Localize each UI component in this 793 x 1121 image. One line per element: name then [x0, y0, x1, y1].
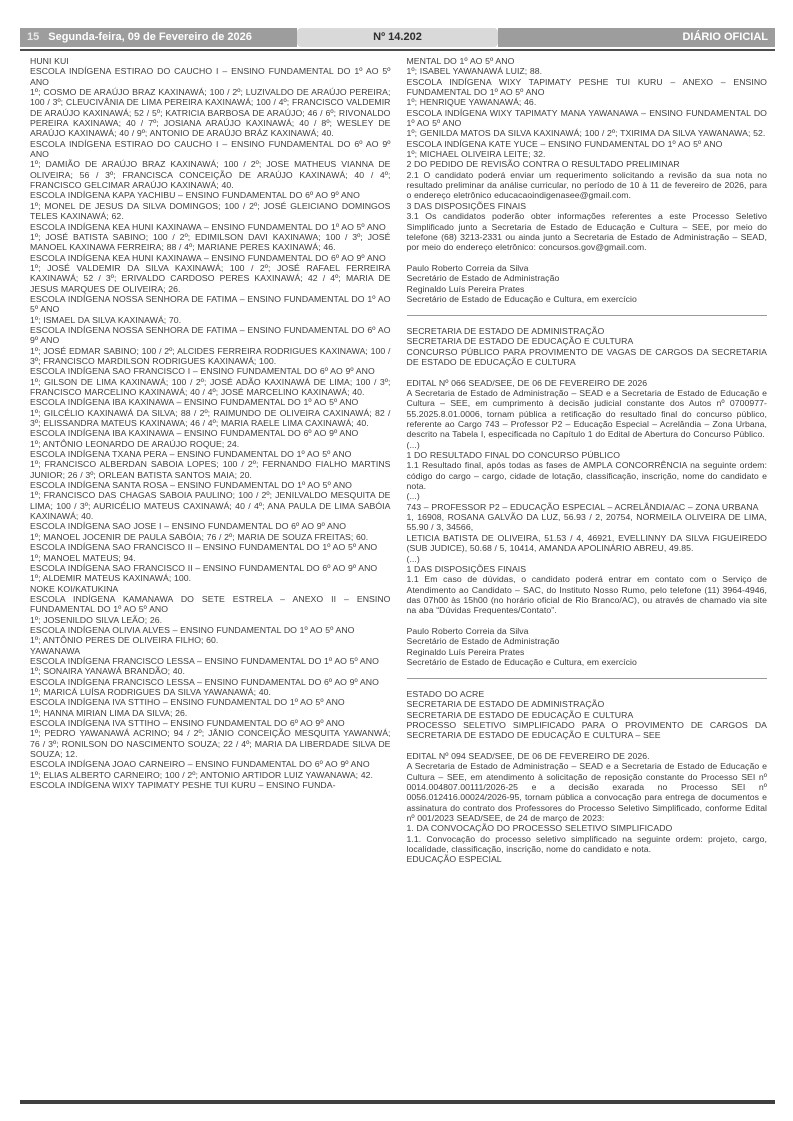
paragraph: ESCOLA INDÍGENA JOAO CARNEIRO – ENSINO FUNDAMENTAL DO 6º AO 9º ANO: [30, 759, 370, 770]
paragraph: 1º; ANTÔNIO PERES DE OLIVEIRA FILHO; 60.: [30, 635, 219, 646]
paragraph: ESCOLA INDÍGENA SAO FRANCISCO I – ENSINO FUNDAMENTAL DO 6º AO 9º ANO: [30, 366, 375, 377]
paragraph: 1º; HANNA MIRIAN LIMA DA SILVA; 26.: [30, 707, 188, 718]
paragraph: 1.1 Em caso de dúvidas, o candidato poderá entrar em contato com o Serviço de Atendimento ao Candidato – SAC, do Instituto Nosso Rumo, pelo telefone (11) 3964-4946, das 07h00 às 15h00 (no horário oficial de Rio Branco/AC), ou através de chamado via site na aba “Dúvidas Frequentes/Contato”.: [406, 574, 767, 616]
paragraph: Paulo Roberto Correia da Silva: [406, 262, 529, 273]
paragraph: (...): [406, 439, 420, 450]
page-date: Segunda-feira, 09 de Fevereiro de 2026: [48, 31, 252, 43]
paragraph: 1º; GILSON DE LIMA KAXINAWÁ; 100 / 2º; JOSÉ ADÃO KAXINAWÁ DE LIMA; 100 / 3º; FRANCISCO MARCELINO KAXINAWÁ; 40 / 4º; JOSÉ MARCELINO KAXINAWÁ; 40.: [30, 376, 391, 397]
paragraph: 1º; MONEL DE JESUS DA SILVA DOMINGOS; 100 / 2º; JOSÉ GLEICIANO DOMINGOS TELES KAXINAWÁ; 62.: [30, 200, 391, 222]
paragraph: 1º; ISMAEL DA SILVA KAXINAWÁ; 70.: [30, 314, 182, 325]
paragraph: ESCOLA INDÍGENA TXANA PERA – ENSINO FUNDAMENTAL DO 1º AO 5º ANO: [30, 449, 352, 460]
paragraph: 1 DO RESULTADO FINAL DO CONCURSO PÚBLICO: [406, 450, 620, 461]
masthead-title: DIÁRIO OFICIAL: [682, 31, 768, 43]
header-bar: [20, 28, 775, 47]
paragraph: ESCOLA INDÍGENA KAPA YACHIBU – ENSINO FUNDAMENTAL DO 6º AO 9º ANO: [30, 190, 360, 201]
paragraph: 1º; FRANCISCO ALBERDAN SABOIA LOPES; 100 / 2º; FERNANDO FIALHO MARTINS JUNIOR; 26 / 3º; ORLEAN BATISTA SANTOS MAIA; 20.: [30, 459, 391, 480]
paragraph: ESCOLA INDÍGENA KEA HUNI KAXINAWA – ENSINO FUNDAMENTAL DO 6º AO 9º ANO: [30, 252, 386, 263]
paragraph-gap: [407, 667, 768, 677]
paragraph: 1º; MICHAEL OLIVEIRA LEITE; 32.: [406, 149, 546, 160]
paragraph: Secretário de Estado de Administração: [406, 273, 560, 284]
paragraph: Secretário de Estado de Educação e Cultura, em exercício: [406, 293, 637, 304]
paragraph: ESCOLA INDÍGENA IBA KAXINAWA – ENSINO FUNDAMENTAL DO 6º AO 9º ANO: [30, 428, 359, 439]
paragraph: SECRETARIA DE ESTADO DE ADMINISTRAÇÃO: [406, 699, 605, 710]
paragraph-gap: [407, 741, 768, 751]
paragraph-gap: [407, 367, 768, 377]
paragraph: 1º; FRANCISCO DAS CHAGAS SABOIA PAULINO; 100 / 2º; JENILVALDO MESQUITA DE LIMA; 100 / 3º; AURICÉLIO MATEUS CAXINAWÁ; 40 / 4º; ANA PAULA DE LIMA SABÓIA KAXINAWÁ; 40.: [30, 490, 391, 522]
paragraph: ESCOLA INDÍGENA FRANCISCO LESSA – ENSINO FUNDAMENTAL DO 6º AO 9º ANO: [30, 676, 379, 687]
paragraph: ESCOLA INDÍGENA IVA STTIHO – ENSINO FUNDAMENTAL DO 1º AO 5º ANO: [30, 697, 345, 708]
paragraph: Reginaldo Luís Pereira Prates: [406, 646, 525, 657]
paragraph: 1º; GENILDA MATOS DA SILVA KAXINAWÁ; 100 / 2º; TXIRIMA DA SILVA YAWANAWA; 52.: [406, 128, 766, 139]
paragraph-gap: [407, 304, 768, 314]
column-right: [407, 56, 768, 865]
paragraph-gap: [407, 253, 768, 263]
paragraph: 1º; ELIAS ALBERTO CARNEIRO; 100 / 2º; ANTONIO ARTIDOR LUIZ YAWANAWA; 42.: [30, 769, 374, 780]
paragraph: 1º; JOSÉ VALDEMIR DA SILVA KAXINAWÁ; 100 / 2º; JOSÉ RAFAEL FERREIRA KAXINAWÁ; 52 / 3º; ERIVALDO CARDOSO PERES KAXINAWÁ; 42 / 4º; MARIA DE JESUS MARQUES DE OLIVEIRA; 26.: [30, 262, 391, 294]
paragraph: ESCOLA INDÍGENA WIXY TAPIMATY PESHE TUI KURU – ENSINO FUNDA-: [30, 780, 336, 791]
paragraph: ESCOLA INDÍGENA KEA HUNI KAXINAWA – ENSINO FUNDAMENTAL DO 1º AO 5º ANO: [30, 221, 386, 232]
paragraph: 1º; MANOEL MATEUS; 94.: [30, 552, 136, 563]
paragraph: ESCOLA INDÍGENA SANTA ROSA – ENSINO FUNDAMENTAL DO 1º AO 5º ANO: [30, 480, 352, 491]
paragraph-gap: [407, 679, 768, 689]
paragraph: 2 DO PEDIDO DE REVISÃO CONTRA O RESULTADO PRELIMINAR: [406, 159, 680, 170]
paragraph: 1º; MANOEL JOCENIR DE PAULA SABÓIA; 76 / 2º; MARIA DE SOUZA FREITAS; 60.: [30, 531, 369, 542]
paragraph: ESTADO DO ACRE: [406, 688, 485, 699]
paragraph: SECRETARIA DE ESTADO DE ADMINISTRAÇÃO: [406, 325, 605, 336]
paragraph-gap: [407, 616, 768, 626]
paragraph: ESCOLA INDÍGENA IBA KAXINAWA – ENSINO FUNDAMENTAL DO 1º AO 5º ANO: [30, 397, 359, 408]
paragraph: (...): [406, 553, 420, 564]
paragraph: ESCOLA INDÍGENA WIXY TAPIMATY PESHE TUI KURU – ANEXO – ENSINO FUNDAMENTAL DO 1º AO 5º ANO: [406, 76, 767, 98]
page-number: 15: [27, 31, 40, 43]
paragraph: ESCOLA INDÍGENA SAO FRANCISCO II – ENSINO FUNDAMENTAL DO 1º AO 5º ANO: [30, 542, 378, 553]
paragraph: 3 DAS DISPOSIÇÕES FINAIS: [406, 200, 527, 211]
paragraph: PROCESSO SELETIVO SIMPLIFICADO PARA O PROVIMENTO DE CARGOS DA SECRETARIA DE ESTADO DE EDUCAÇÃO E CULTURA – SEE: [406, 720, 767, 741]
footer-rule: [20, 1100, 775, 1104]
paragraph: HUNI KUI: [30, 56, 69, 66]
paragraph: 1º; COSMO DE ARAÚJO BRAZ KAXINAWÁ; 100 / 2º; LUZIVALDO DE ARAÚJO PEREIRA; 100 / 3º; CLEUCIVÂNIA DE LIMA PEREIRA KAXINAWÁ; 100 / 4º; FRANCISCO VALDEMIR DE ARAÚJO KAXINAWÁ; 52 / 5º; KATRICIA BARBOSA DE ARAÚJO; 46 / 6º; RIVONALDO PEREIRA KAXINAWA; 40 / 7º; JOSIANA ARAÚJO KAXINAWÁ; 40 / 8º; WESLEY DE ARAÚJO KAXINAWÁ; 40 / 9º; ANTONIO DE ARAÚJO BRÁZ KAXINAWÁ; 40.: [30, 87, 391, 139]
paragraph: 1.1. Convocação do processo seletivo simplificado na seguinte ordem: projeto, cargo, localidade, classificação, inscrição, nome do candidato e nota.: [406, 833, 767, 855]
paragraph: 1º; ALDEMIR MATEUS KAXINAWÁ; 100.: [30, 573, 192, 584]
paragraph: YAWANAWA: [30, 645, 81, 656]
paragraph: Reginaldo Luís Pereira Prates: [406, 283, 525, 294]
paragraph: A Secretaria de Estado de Administração – SEAD e a Secretaria de Estado de Educação e Cultura – SEE, em atendimento à solicitação de reposição constante do Processo SEI nº 0014.004807.00111/2026-25 e a decisão exarada no Processo SEI nº 0056.012416.00024/2026-95, tornam pública a convocação para entrega de documentos e assinatura do contrato dos Professores do Processo Seletivo Simplificado, conforme Edital nº 001/2023 SEAD/SEE, de 24 de março de 2023:: [406, 761, 767, 824]
paragraph: ESCOLA INDÍGENA IVA STTIHO – ENSINO FUNDAMENTAL DO 6º AO 9º ANO: [30, 718, 345, 728]
issue-number: Nº 14.202: [373, 31, 422, 43]
paragraph: 1º; SONAIRA YANAWÁ BRANDÃO; 40.: [30, 666, 186, 677]
paragraph: ESCOLA INDÍGENA KAMANAWA DO SETE ESTRELA – ANEXO II – ENSINO FUNDAMENTAL DO 1º AO 5º ANO: [30, 593, 391, 615]
issue-number-bar: [297, 28, 498, 47]
paragraph: ESCOLA INDÍGENA ESTIRAO DO CAUCHO I – ENSINO FUNDAMENTAL DO 6º AO 9º ANO: [30, 138, 391, 160]
paragraph: 1.1 Resultado final, após todas as fases de AMPLA CONCORRÊNCIA na seguinte ordem: código do cargo – cargo, cidade de lotação, classificação, inscrição, nome do candidato e nota.: [406, 460, 767, 492]
paragraph: (...): [406, 491, 420, 502]
paragraph: 2.1 O candidato poderá enviar um requerimento solicitando a revisão da sua nota no resultado preliminar da análise curricular, no período de 10 à 11 de fevereiro de 2026, para o endereço eletrônico educacaoindigenasee@gmail.com.: [406, 169, 767, 201]
paragraph: 1º; DAMIÃO DE ARAÚJO BRAZ KAXINAWÁ; 100 / 2º; JOSE MATHEUS VIANNA DE OLIVEIRA; 56 / 3º; FRANCISCA CONCEIÇÃO DE ARAÚJO KAXINAWÁ; 40 / 4º; FRANCISCO GELCIMAR ARAÚJO KAXINAWÁ; 40.: [30, 159, 391, 191]
paragraph: 1, 16908, ROSANA GALVÃO DA LUZ, 56.93 / 2, 20754, NORMEILA OLIVEIRA DE LIMA, 55.90 / 3, 34566,: [406, 512, 767, 533]
masthead-title-bar: [498, 28, 775, 47]
paragraph: MENTAL DO 1º AO 5º ANO: [406, 56, 515, 66]
paragraph: 1º; HENRIQUE YAWANAWÁ; 46.: [406, 97, 537, 108]
paragraph: SECRETARIA DE ESTADO DE EDUCAÇÃO E CULTURA: [406, 709, 634, 720]
column-left: [30, 56, 391, 865]
paragraph: ESCOLA INDÍGENA SAO JOSE I – ENSINO FUNDAMENTAL DO 6º AO 9º ANO: [30, 521, 347, 532]
paragraph: ESCOLA INDÍGENA WIXY TAPIMATY MANA YAWANAWA – ENSINO FUNDAMENTAL DO 1º AO 5º ANO: [406, 107, 767, 129]
paragraph: CONCURSO PÚBLICO PARA PROVIMENTO DE VAGAS DE CARGOS DA SECRETARIA DE ESTADO DE EDUCAÇÃO E CULTURA: [406, 346, 767, 367]
paragraph: 3.1 Os candidatos poderão obter informações referentes a este Processo Seletivo Simplificado junto a Secretaria de Estado de Educação e Cultura – SEE, por meio do telefone (68) 3213-2331 ou ainda junto a Secretaria de Estado de Administração – SEAD, por meio do endereço eletrônico: concursos.gov@gmail.com.: [406, 211, 767, 253]
paragraph: 743 – PROFESSOR P2 – EDUCAÇÃO ESPECIAL – ACRELÂNDIA/AC – ZONA URBANA: [406, 501, 759, 512]
paragraph: 1º; JOSÉ EDMAR SABINO; 100 / 2º; ALCIDES FERREIRA RODRIGUES KAXINAWA; 100 / 3º; FRANCISCO MARDILSON RODRIGUES KAXINAWÁ; 100.: [30, 345, 391, 366]
page-body: [30, 56, 767, 865]
paragraph: EDUCAÇÃO ESPECIAL: [406, 854, 502, 865]
paragraph-gap: [407, 316, 768, 326]
paragraph: ESCOLA INDÍGENA SAO FRANCISCO II – ENSINO FUNDAMENTAL DO 6º AO 9º ANO: [30, 562, 378, 573]
paragraph: 1º; GILCÉLIO KAXINAWÁ DA SILVA; 88 / 2º; RAIMUNDO DE OLIVEIRA CAXINAWÁ; 82 / 3º; ELISSANDRA MATEUS KAXINAWA; 46 / 4º; MARIA RAELE LIMA CAXINAWÁ; 40.: [30, 407, 391, 429]
paragraph: Secretário de Estado de Educação e Cultura, em exercício: [406, 656, 637, 667]
masthead: [20, 28, 775, 51]
paragraph: 1º; MARICÁ LUÍSA RODRIGUES DA SILVA YAWANAWÁ; 40.: [30, 686, 272, 697]
paragraph: 1º; ANTÔNIO LEONARDO DE ARAÚJO ROQUE; 24.: [30, 438, 240, 449]
paragraph: ESCOLA INDÍGENA NOSSA SENHORA DE FATIMA – ENSINO FUNDAMENTAL DO 6º AO 9º ANO: [30, 324, 391, 346]
paragraph: ESCOLA INDÍGENA FRANCISCO LESSA – ENSINO FUNDAMENTAL DO 1º AO 5º ANO: [30, 655, 379, 666]
paragraph: ESCOLA INDÍGENA KATE YUCE – ENSINO FUNDAMENTAL DO 1º AO 5º ANO: [406, 138, 723, 149]
paragraph: 1º; ISABEL YAWANAWÁ LUIZ; 88.: [406, 66, 543, 77]
paragraph: Paulo Roberto Correia da Silva: [406, 625, 529, 636]
paragraph: 1º; JOSÉ BATISTA SABINO; 100 / 2º; EDIMILSON DAVI KAXINAWA; 100 / 3º; JOSÉ MANOEL KAXINAWA FERREIRA; 88 / 4º; MARIANE PERES KAXINAWÁ; 46.: [30, 231, 391, 253]
paragraph: 1. DA CONVOCAÇÃO DO PROCESSO SELETIVO SIMPLIFICADO: [406, 823, 673, 834]
paragraph: EDITAL Nº 094 SEAD/SEE, DE 06 DE FEVEREIRO DE 2026.: [406, 751, 650, 762]
paragraph: ESCOLA INDÍGENA OLIVIA ALVES – ENSINO FUNDAMENTAL DO 1º AO 5º ANO: [30, 624, 355, 635]
paragraph: NOKE KOI/KATUKINA: [30, 583, 119, 594]
paragraph: 1º; JOSENILDO SILVA LEÃO; 26.: [30, 614, 163, 625]
page-date-bar: [20, 28, 297, 47]
header-rule: [20, 49, 775, 51]
paragraph: 1 DAS DISPOSIÇÕES FINAIS: [406, 563, 527, 574]
paragraph: Secretário de Estado de Administração: [406, 636, 560, 647]
paragraph: 1º; PEDRO YAWANAWÁ ACRINO; 94 / 2º; JÂNIO CONCEIÇÃO MESQUITA YAWANWÁ; 76 / 3º; RONILSON DO NASCIMENTO SOUZA; 22 / 4º; MARIA DA LIBERDADE SILVA DE SOUZA; 12.: [30, 728, 391, 760]
paragraph: SECRETARIA DE ESTADO DE EDUCAÇÃO E CULTURA: [406, 336, 634, 347]
paragraph: EDITAL Nº 066 SEAD/SEE, DE 06 DE FEVEREIRO DE 2026: [406, 377, 648, 388]
paragraph: LETICIA BATISTA DE OLIVEIRA, 51.53 / 4, 46921, EVELLINNY DA SILVA FIGUEIREDO (SUB JUDICE), 50.68 / 5, 10414, AMANDA APOLINÁRIO ABREU, 49.85.: [406, 532, 767, 554]
paragraph: ESCOLA INDÍGENA NOSSA SENHORA DE FATIMA – ENSINO FUNDAMENTAL DO 1º AO 5º ANO: [30, 293, 391, 315]
paragraph: A Secretaria de Estado de Administração – SEAD e a Secretaria de Estado de Educação e Cultura – SEE, em cumprimento à decisão judicial constante dos Autos nº 0700977-55.2025.8.01.0006, tornam pública a retificação do resultado final do concurso público, referente ao Cargo 743 – Professor P2 – Educação Especial – Acrelândia – Zona Urbana, descrito na Tabela I, especificada no Capítulo 1 do Edital de Abertura do Concurso Público.: [406, 388, 767, 440]
paragraph: ESCOLA INDÍGENA ESTIRAO DO CAUCHO I – ENSINO FUNDAMENTAL DO 1º AO 5º ANO: [30, 66, 391, 87]
